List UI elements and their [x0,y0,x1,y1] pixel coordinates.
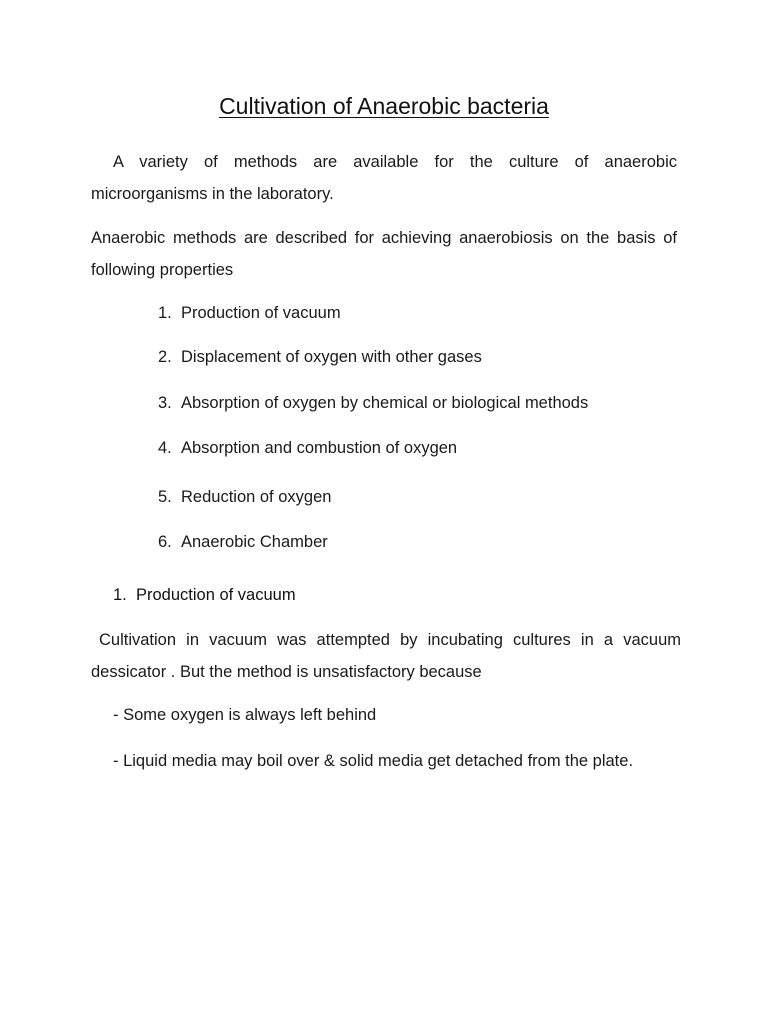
section-heading [113,586,296,605]
page-title: Cultivation of Anaerobic bacteria [219,93,549,119]
list-item [158,394,588,413]
properties-intro-paragraph: Anaerobic methods are described for achieving anaerobiosis on the basis of following properties [91,229,677,279]
list-item-text: Anaerobic Chamber [181,533,328,551]
list-item [158,488,331,507]
list-item-number: 4. [158,439,172,457]
list-item-text: Absorption of oxygen by chemical or biological methods [181,394,589,412]
list-item-number: 1. [158,304,172,322]
list-item-text: Absorption and combustion of oxygen [181,439,458,457]
section-paragraph: Cultivation in vacuum was attempted by incubating cultures in a vacuum dessicator . But the method is unsatisfactory because [91,631,681,681]
list-item-number: 5. [158,488,172,506]
section-heading-text: Production of vacuum [136,586,296,604]
list-item [158,348,482,367]
intro-paragraph: A variety of methods are available for the culture of anaerobic microorganisms in the laboratory. [91,153,677,203]
list-item-text: Reduction of oxygen [181,488,332,506]
list-item-text: Displacement of oxygen with other gases [181,348,482,366]
list-item [158,533,328,552]
section-heading-number: 1. [113,586,127,604]
list-item-number: 6. [158,533,172,551]
bullet-item: - Liquid media may boil over & solid media get detached from the plate. [113,752,634,770]
list-item-number: 2. [158,348,172,366]
bullet-item: - Some oxygen is always left behind [113,706,377,724]
list-item [158,439,457,458]
list-item [158,304,341,323]
list-item-number: 3. [158,394,172,412]
list-item-text: Production of vacuum [181,304,341,322]
